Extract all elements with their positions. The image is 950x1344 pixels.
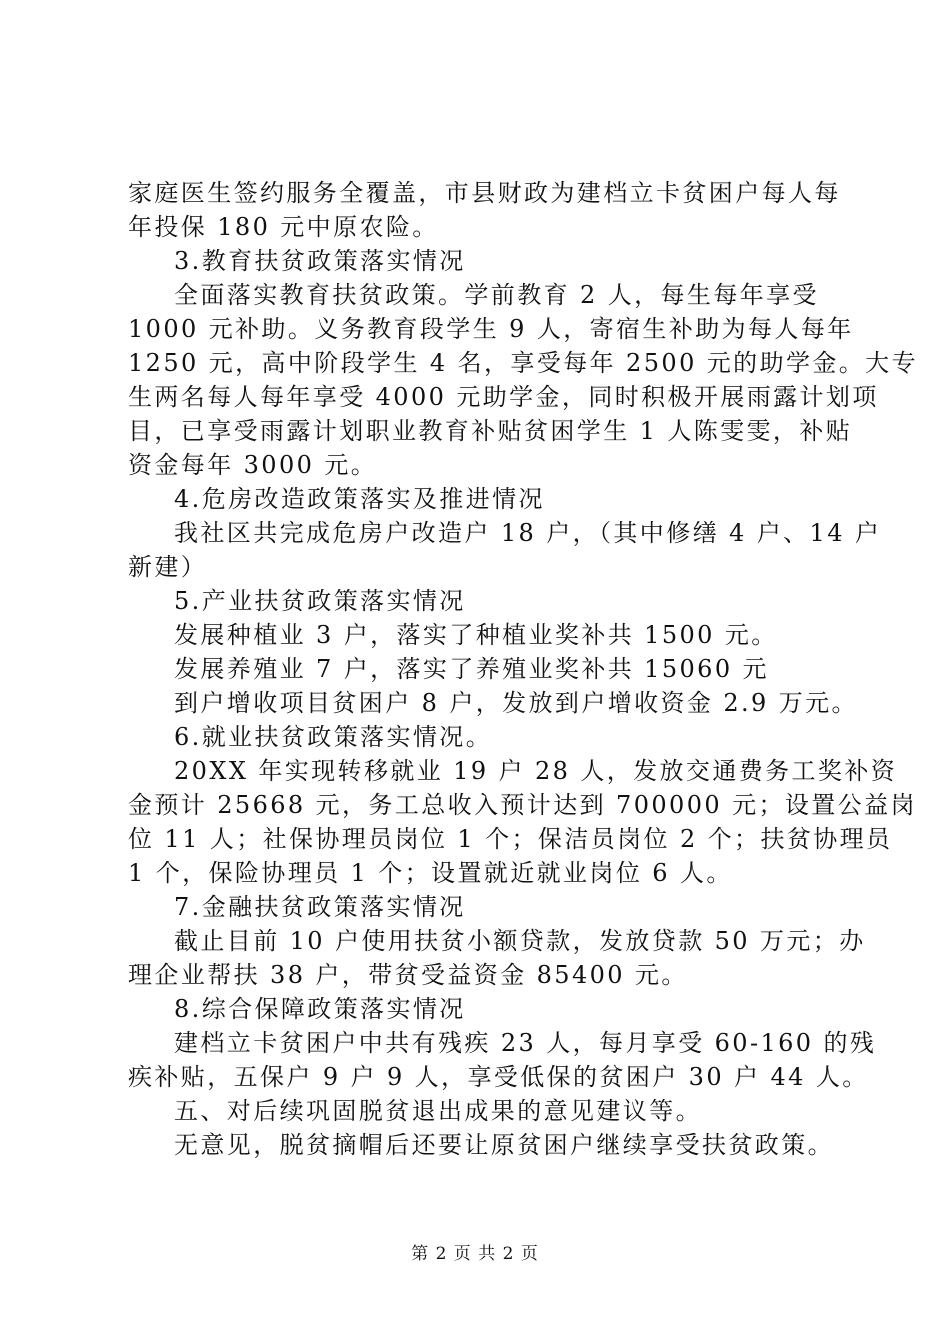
text-line: 资金每年 3000 元。: [128, 451, 378, 479]
text-line: 家庭医生签约服务全覆盖，市县财政为建档立卡贫困户每人每: [128, 179, 841, 207]
text-line: 1250 元，高中阶段学生 4 名，享受每年 2500 元的助学金。大专: [128, 349, 918, 377]
text-line: 新建）: [128, 553, 208, 581]
text-line: 1000 元补助。义务教育段学生 9 人，寄宿生补助为每人每年: [128, 315, 854, 343]
text-line: 位 11 人；社保协理员岗位 1 个；保洁员岗位 2 个；扶贫协理员: [128, 825, 893, 853]
text-line: 我社区共完成危房户改造户 18 户，（其中修缮 4 户、14 户: [174, 519, 882, 547]
text-line: 理企业帮扶 38 户，带贫受益资金 85400 元。: [128, 961, 688, 989]
text-line: 生两名每人每年享受 4000 元助学金，同时积极开展雨露计划项: [128, 383, 879, 411]
text-line: 7.金融扶贫政策落实情况: [174, 893, 466, 921]
text-line: 6.就业扶贫政策落实情况。: [174, 723, 493, 751]
text-line: 金预计 25668 元，务工总收入预计达到 700000 元；设置公益岗: [128, 791, 917, 819]
text-line: 无意见，脱贫摘帽后还要让原贫困户继续享受扶贫政策。: [174, 1131, 834, 1159]
text-line: 五、对后续巩固脱贫退出成果的意见建议等。: [174, 1097, 702, 1125]
text-line: 发展种植业 3 户，落实了种植业奖补共 1500 元。: [174, 621, 778, 649]
text-line: 发展养殖业 7 户，落实了养殖业奖补共 15060 元: [174, 655, 769, 683]
text-line: 1 个，保险协理员 1 个；设置就近就业岗位 6 人。: [128, 859, 733, 887]
text-line: 年投保 180 元中原农险。: [128, 213, 439, 241]
text-line: 3.教育扶贫政策落实情况: [174, 247, 466, 275]
text-line: 建档立卡贫困户中共有残疾 23 人，每月享受 60-160 的残: [174, 1029, 877, 1057]
text-line: 4.危房改造政策落实及推进情况: [174, 485, 545, 513]
document-body: [128, 176, 918, 1162]
text-line: 全面落实教育扶贫政策。学前教育 2 人，每生每年享受: [174, 281, 819, 309]
text-line: 20XX 年实现转移就业 19 户 28 人，发放交通费务工奖补资: [174, 757, 898, 785]
text-line: 目，已享受雨露计划职业教育补贴贫困学生 1 人陈雯雯，补贴: [128, 417, 853, 445]
page-footer: 第 2 页 共 2 页: [411, 1244, 539, 1264]
text-line: 8.综合保障政策落实情况: [174, 995, 466, 1023]
text-line: 5.产业扶贫政策落实情况: [174, 587, 466, 615]
text-line: 到户增收项目贫困户 8 户，发放到户增收资金 2.9 万元。: [174, 689, 858, 717]
text-line: 疾补贴，五保户 9 户 9 人，享受低保的贫困户 30 户 44 人。: [128, 1063, 869, 1091]
text-line: 截止目前 10 户使用扶贫小额贷款，发放贷款 50 万元；办: [174, 927, 866, 955]
